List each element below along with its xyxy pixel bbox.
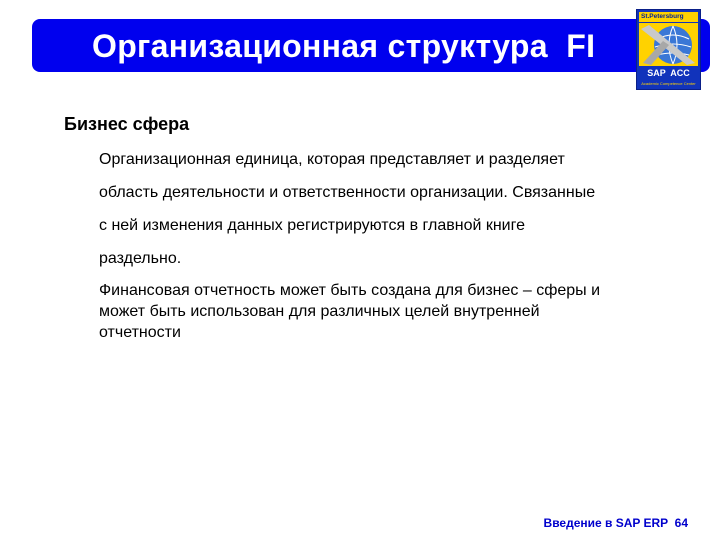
section-heading: Бизнес сфера: [64, 114, 190, 134]
logo-sap-label: SAP ACC: [647, 68, 690, 78]
sap-acc-logo: [636, 9, 701, 90]
footer-page-label: Введение в SAP ERP 64: [543, 516, 688, 530]
definition-paragraph: [99, 150, 699, 282]
text-line: область деятельности и ответственности организации. Связанные: [99, 184, 596, 201]
logo-subtitle: Academic Competence Center: [641, 81, 696, 86]
text-line: может быть использован для различных целей внутренней: [99, 303, 540, 320]
logo-city-label: St.Petersburg: [639, 12, 698, 22]
text-line: раздельно.: [99, 250, 182, 267]
text-line: Организационная единица, которая представляет и разделяет: [99, 151, 565, 168]
logo-globe-icon: [639, 23, 698, 66]
reporting-paragraph: [99, 281, 699, 344]
body-text: [99, 150, 699, 344]
text-line: отчетности: [99, 324, 181, 341]
text-line: с ней изменения данных регистрируются в главной книге: [99, 217, 525, 234]
text-line: Финансовая отчетность может быть создана для бизнес – сферы и: [99, 282, 601, 299]
slide-title: Организационная структура FI: [92, 28, 596, 64]
